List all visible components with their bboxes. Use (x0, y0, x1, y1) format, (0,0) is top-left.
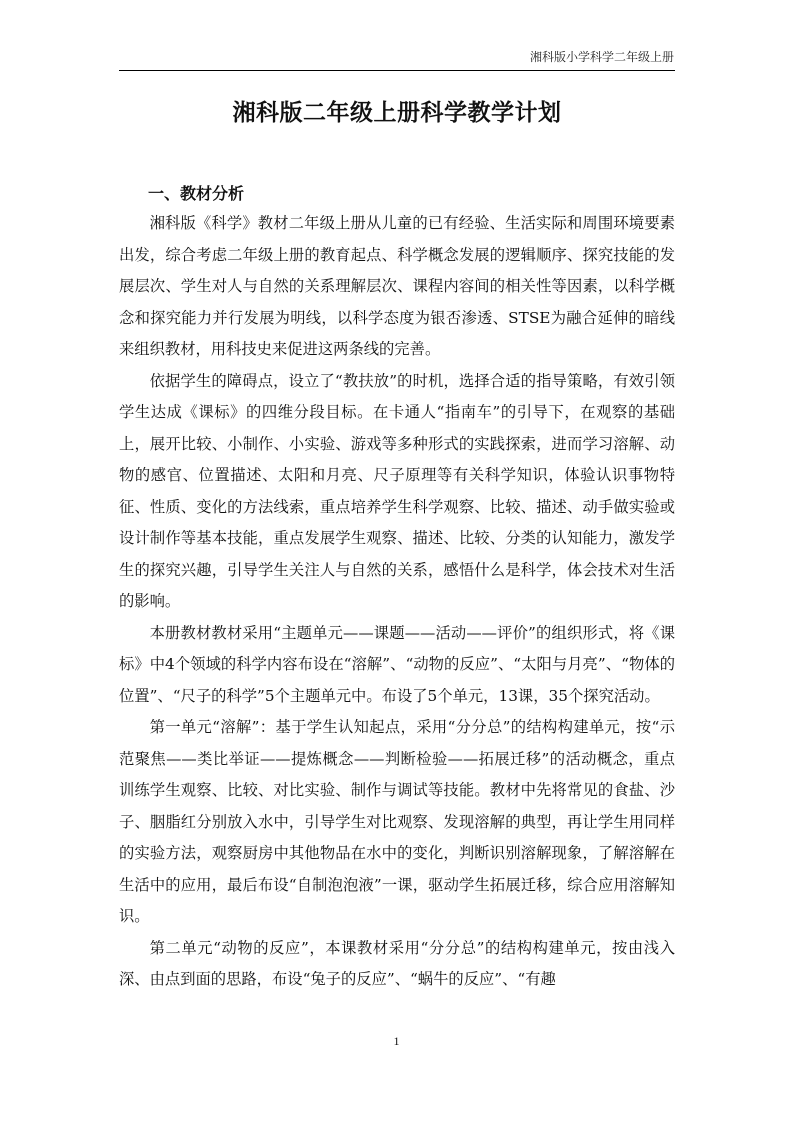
header-divider (119, 70, 675, 71)
document-title: 湘科版二年级上册科学教学计划 (232, 99, 562, 126)
running-header: 湘科版小学科学二年级上册 (529, 50, 674, 64)
paragraph-4: 第一单元“溶解”：基于学生认知起点，采用“分分总”的结构构建单元，按“示范聚焦——类比举证——提炼概念——判断检验——拓展迁移”的活动概念，重点训练学生观察、比较、对比实验、制作与调试等技能。教材中先将常见的食盐、沙子、胭脂红分别放入水中，引导学生对比观察、发现溶解的典型，再让学生用同样的实验方法，观察厨房中其他物品在水中的变化，判断识别溶解现象，了解溶解在生活中的应用，最后布设“自制泡泡液”一课，驱动学生拓展迁移，综合应用溶解知识。 (119, 718, 675, 925)
body-text (119, 208, 675, 996)
paragraph-1: 湘科版《科学》教材二年级上册从儿童的已有经验、生活实际和周围环境要素出发，综合考虑二年级上册的教育起点、科学概念发展的逻辑顺序、探究技能的发展层次、学生对人与自然的关系理解层次、课程内容间的相关性等因素，以科学概念和探究能力并行发展为明线，以科学态度为银否渗透、STSE为融合延伸的暗线来组织教材，用科技史来促进这两条线的完善。 (119, 214, 675, 358)
section-heading: 一、教材分析 (148, 184, 245, 203)
paragraph-2: 依据学生的障碍点，设立了“教扶放”的时机，选择合适的指导策略，有效引领学生达成《课标》的四维分段目标。在卡通人“指南车”的引导下，在观察的基础上，展开比较、小制作、小实验、游戏等多种形式的实践探索，进而学习溶解、动物的感官、位置描述、太阳和月亮、尺子原理等有关科学知识，体验认识事物特征、性质、变化的方法线索，重点培养学生科学观察、比较、描述、动手做实验或设计制作等基本技能，重点发展学生观察、描述、比较、分类的认知能力，激发学生的探究兴趣，引导学生关注人与自然的关系，感悟什么是科学，体会技术对生活的影响。 (119, 371, 675, 610)
page-number: 1 (393, 1034, 400, 1048)
paragraph-5: 第二单元“动物的反应”，本课教材采用“分分总”的结构构建单元，按由浅入深、由点到面的思路，布设“兔子的反应”、“蜗牛的反应”、“有趣 (119, 938, 675, 988)
paragraph-3: 本册教材教材采用“主题单元——课题——活动——评价”的组织形式，将《课标》中4个领域的科学内容布设在“溶解”、“动物的反应”、“太阳与月亮”、“物体的位置”、“尺子的科学”5个主题单元中。布设了5个单元，13课，35个探究活动。 (119, 623, 675, 705)
